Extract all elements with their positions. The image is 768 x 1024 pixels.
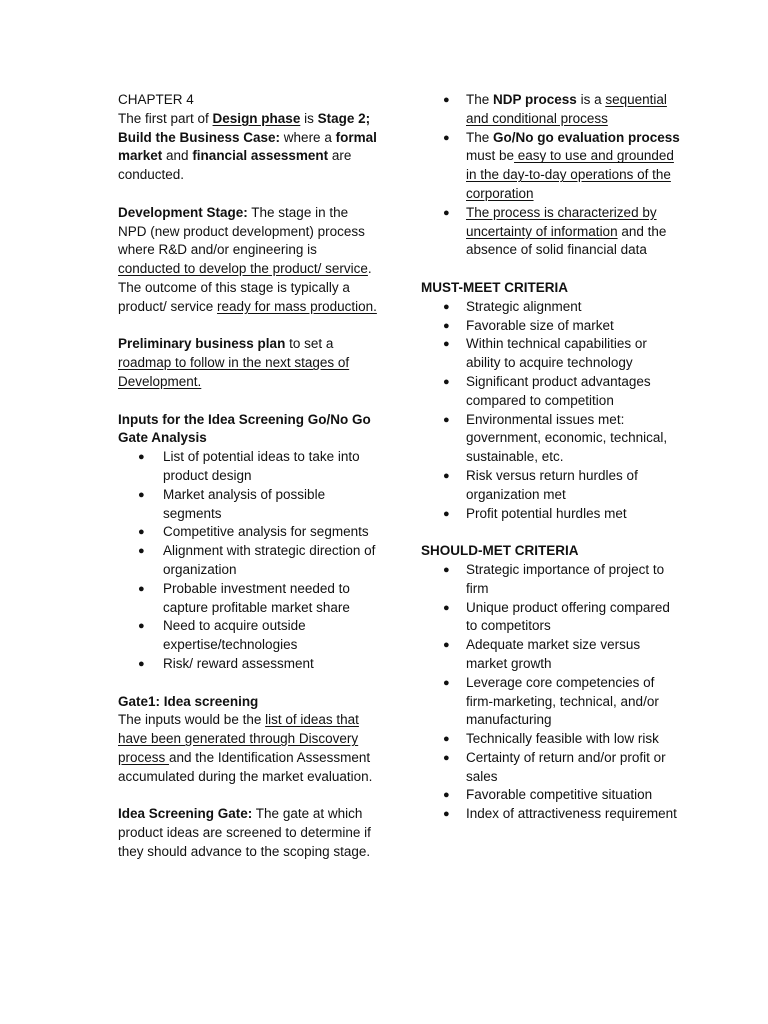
bullet-icon: ● [443,300,450,313]
list-item: ● Strategic importance of project to firm [443,561,665,596]
left-column [118,91,380,862]
must-meet-list [421,298,683,524]
list-item: ● List of potential ideas to take into product design [138,449,360,483]
list-item: ● Risk versus return hurdles of organization met [443,467,638,502]
list-item: ● Index of attractiveness requirement [421,805,683,824]
list-item: ● Leverage core competencies of firm-marketing, technical, and/or manufacturing [443,674,659,728]
bullet-icon: ● [138,526,145,539]
development-stage-paragraph: Development Stage: The stage in the NPD (new product development) process where R&D and/or engineering is conducted to develop the product/ service. The outcome of this stage is typically a product/ service ready for mass production. [118,204,377,314]
inputs-heading: Inputs for the Idea Screening Go/No Go Gate Analysis [118,411,371,446]
bullet-icon: ● [138,488,145,501]
list-item: ● The NDP process is a sequential and conditional process [443,92,667,126]
bullet-icon: ● [443,413,450,426]
list-item: ● Probable investment needed to capture profitable market share [138,580,350,615]
list-item: ● Strategic alignment [421,298,683,317]
bullet-icon: ● [443,469,450,482]
bullet-icon: ● [138,620,145,633]
idea-screening-gate-paragraph: Idea Screening Gate: The gate at which product ideas are screened to determine if they should advance to the scoping stage. [118,806,371,859]
bullet-icon: ● [443,639,450,652]
bullet-icon: ● [443,94,450,106]
list-item: ● The Go/No go evaluation process must be easy to use and grounded in the day-to-day operations of the corporation [443,129,680,201]
list-item: ● Adequate market size versus market growth [443,637,641,671]
list-item: ● Within technical capabilities or ability to acquire technology [443,336,647,371]
list-item: ● Unique product offering compared to competitors [443,599,670,634]
bullet-icon: ● [443,206,450,219]
list-item: ● Profit potential hurdles met [421,505,683,524]
bullet-icon: ● [443,563,450,576]
right-column [421,91,683,824]
process-notes-list [421,91,683,260]
list-item: ● Alignment with strategic direction of organization [138,543,376,577]
bullet-icon: ● [443,319,450,332]
list-item: ● Certainty of return and/or profit or sales [443,749,666,784]
bullet-icon: ● [443,131,450,144]
gate1-heading: Gate1: Idea screening [118,693,259,709]
list-item: ● Market analysis of possible segments [138,486,326,521]
intro-paragraph: The first part of Design phase is Stage 2; Build the Business Case: where a formal market and financial assessment are conducted. [118,110,377,183]
chapter-title: CHAPTER 4 [118,92,194,107]
bullet-icon: ● [443,733,450,746]
bullet-icon: ● [443,676,450,689]
bullet-icon: ● [138,451,145,464]
list-item: ● Environmental issues met: government, economic, technical, sustainable, etc. [443,411,668,465]
list-item: ● The process is characterized by uncertainty of information and the absence of solid financial data [443,204,667,258]
list-item: ● Favorable competitive situation [421,786,683,805]
list-item: ● Favorable size of market [421,317,683,336]
list-item: ● Risk/ reward assessment [118,655,380,674]
list-item: ● Technically feasible with low risk [421,730,683,749]
list-item: ● Need to acquire outside expertise/technologies [138,618,306,653]
bullet-icon: ● [138,582,145,595]
bullet-icon: ● [443,808,450,821]
business-plan-paragraph: Preliminary business plan to set a roadmap to follow in the next stages of Development. [118,336,350,389]
list-item: ● Significant product advantages compared to competition [443,373,651,408]
list-item: ● Competitive analysis for segments [118,523,380,542]
gate1-paragraph: The inputs would be the list of ideas that have been generated through Discovery process and the Identification Assessment accumulated during the market evaluation. [118,712,373,784]
must-meet-heading: MUST-MEET CRITERIA [421,279,568,295]
should-met-list [421,561,683,824]
inputs-list [118,448,380,674]
bullet-icon: ● [138,657,145,670]
bullet-icon: ● [443,789,450,802]
bullet-icon: ● [443,601,450,614]
bullet-icon: ● [443,507,450,520]
bullet-icon: ● [138,545,145,558]
bullet-icon: ● [443,375,450,388]
bullet-icon: ● [443,338,450,351]
bullet-icon: ● [443,751,450,764]
should-met-heading: SHOULD-MET CRITERIA [421,543,579,559]
